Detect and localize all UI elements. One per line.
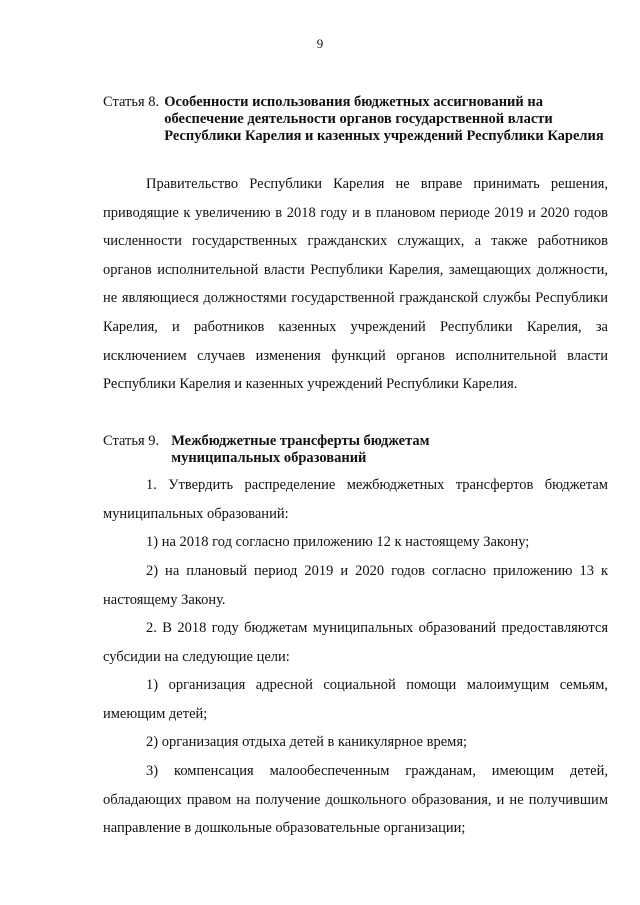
article-9-paragraph: 2. В 2018 году бюджетам муниципальных образований предоставляются субсидии на следующие цели: <box>103 620 608 665</box>
article-9-paragraph: 1) на 2018 год согласно приложению 12 к настоящему Закону; <box>146 534 530 550</box>
article-9-paragraph: 3) компенсация малообеспеченным гражданам, имеющим детей, обладающих правом на получение дошкольного образования, и не получившим направление в дошкольные образовательные организации; <box>103 763 608 837</box>
page-number: 9 <box>316 36 324 51</box>
article-9-paragraph: 2) на плановый период 2019 и 2020 годов согласно приложению 13 к настоящему Закону. <box>103 563 608 608</box>
article-9-heading <box>103 433 608 467</box>
article-9-paragraph: 2) организация отдыха детей в каникулярное время; <box>146 734 468 750</box>
article-9-paragraph: 1) организация адресной социальной помощи малоимущим семьям, имеющим детей; <box>103 677 608 722</box>
article-8-text: Правительство Республики Карелия не вправе принимать решения, приводящие к увеличению в 2018 году и в плановом периоде 2019 и 2020 годов численности государственных гражданских служащих, а также работников органов исполнительной власти Республики Карелия, замещающих должности, не являющиеся должностями государственной гражданской службы Республики Карелия, и работников казенных учреждений Республики Карелия, за исключением случаев изменения функций органов исполнительной власти Республики Карелия и казенных учреждений Республики Карелия. <box>103 176 608 393</box>
article-9-paragraph: 1. Утвердить распределение межбюджетных трансфертов бюджетам муниципальных образований: <box>103 477 608 522</box>
article-8-heading <box>103 94 608 145</box>
article-8-label: Статья 8. <box>103 94 160 110</box>
article-8-title: Особенности использования бюджетных ассигнований на обеспечение деятельности органов государственной власти Республики Карелия и казенных учреждений Республики Карелия <box>164 94 604 144</box>
article-9-label: Статья 9. <box>103 433 160 449</box>
article-9-title: Межбюджетные трансферты бюджетам муниципальных образований <box>171 433 430 466</box>
